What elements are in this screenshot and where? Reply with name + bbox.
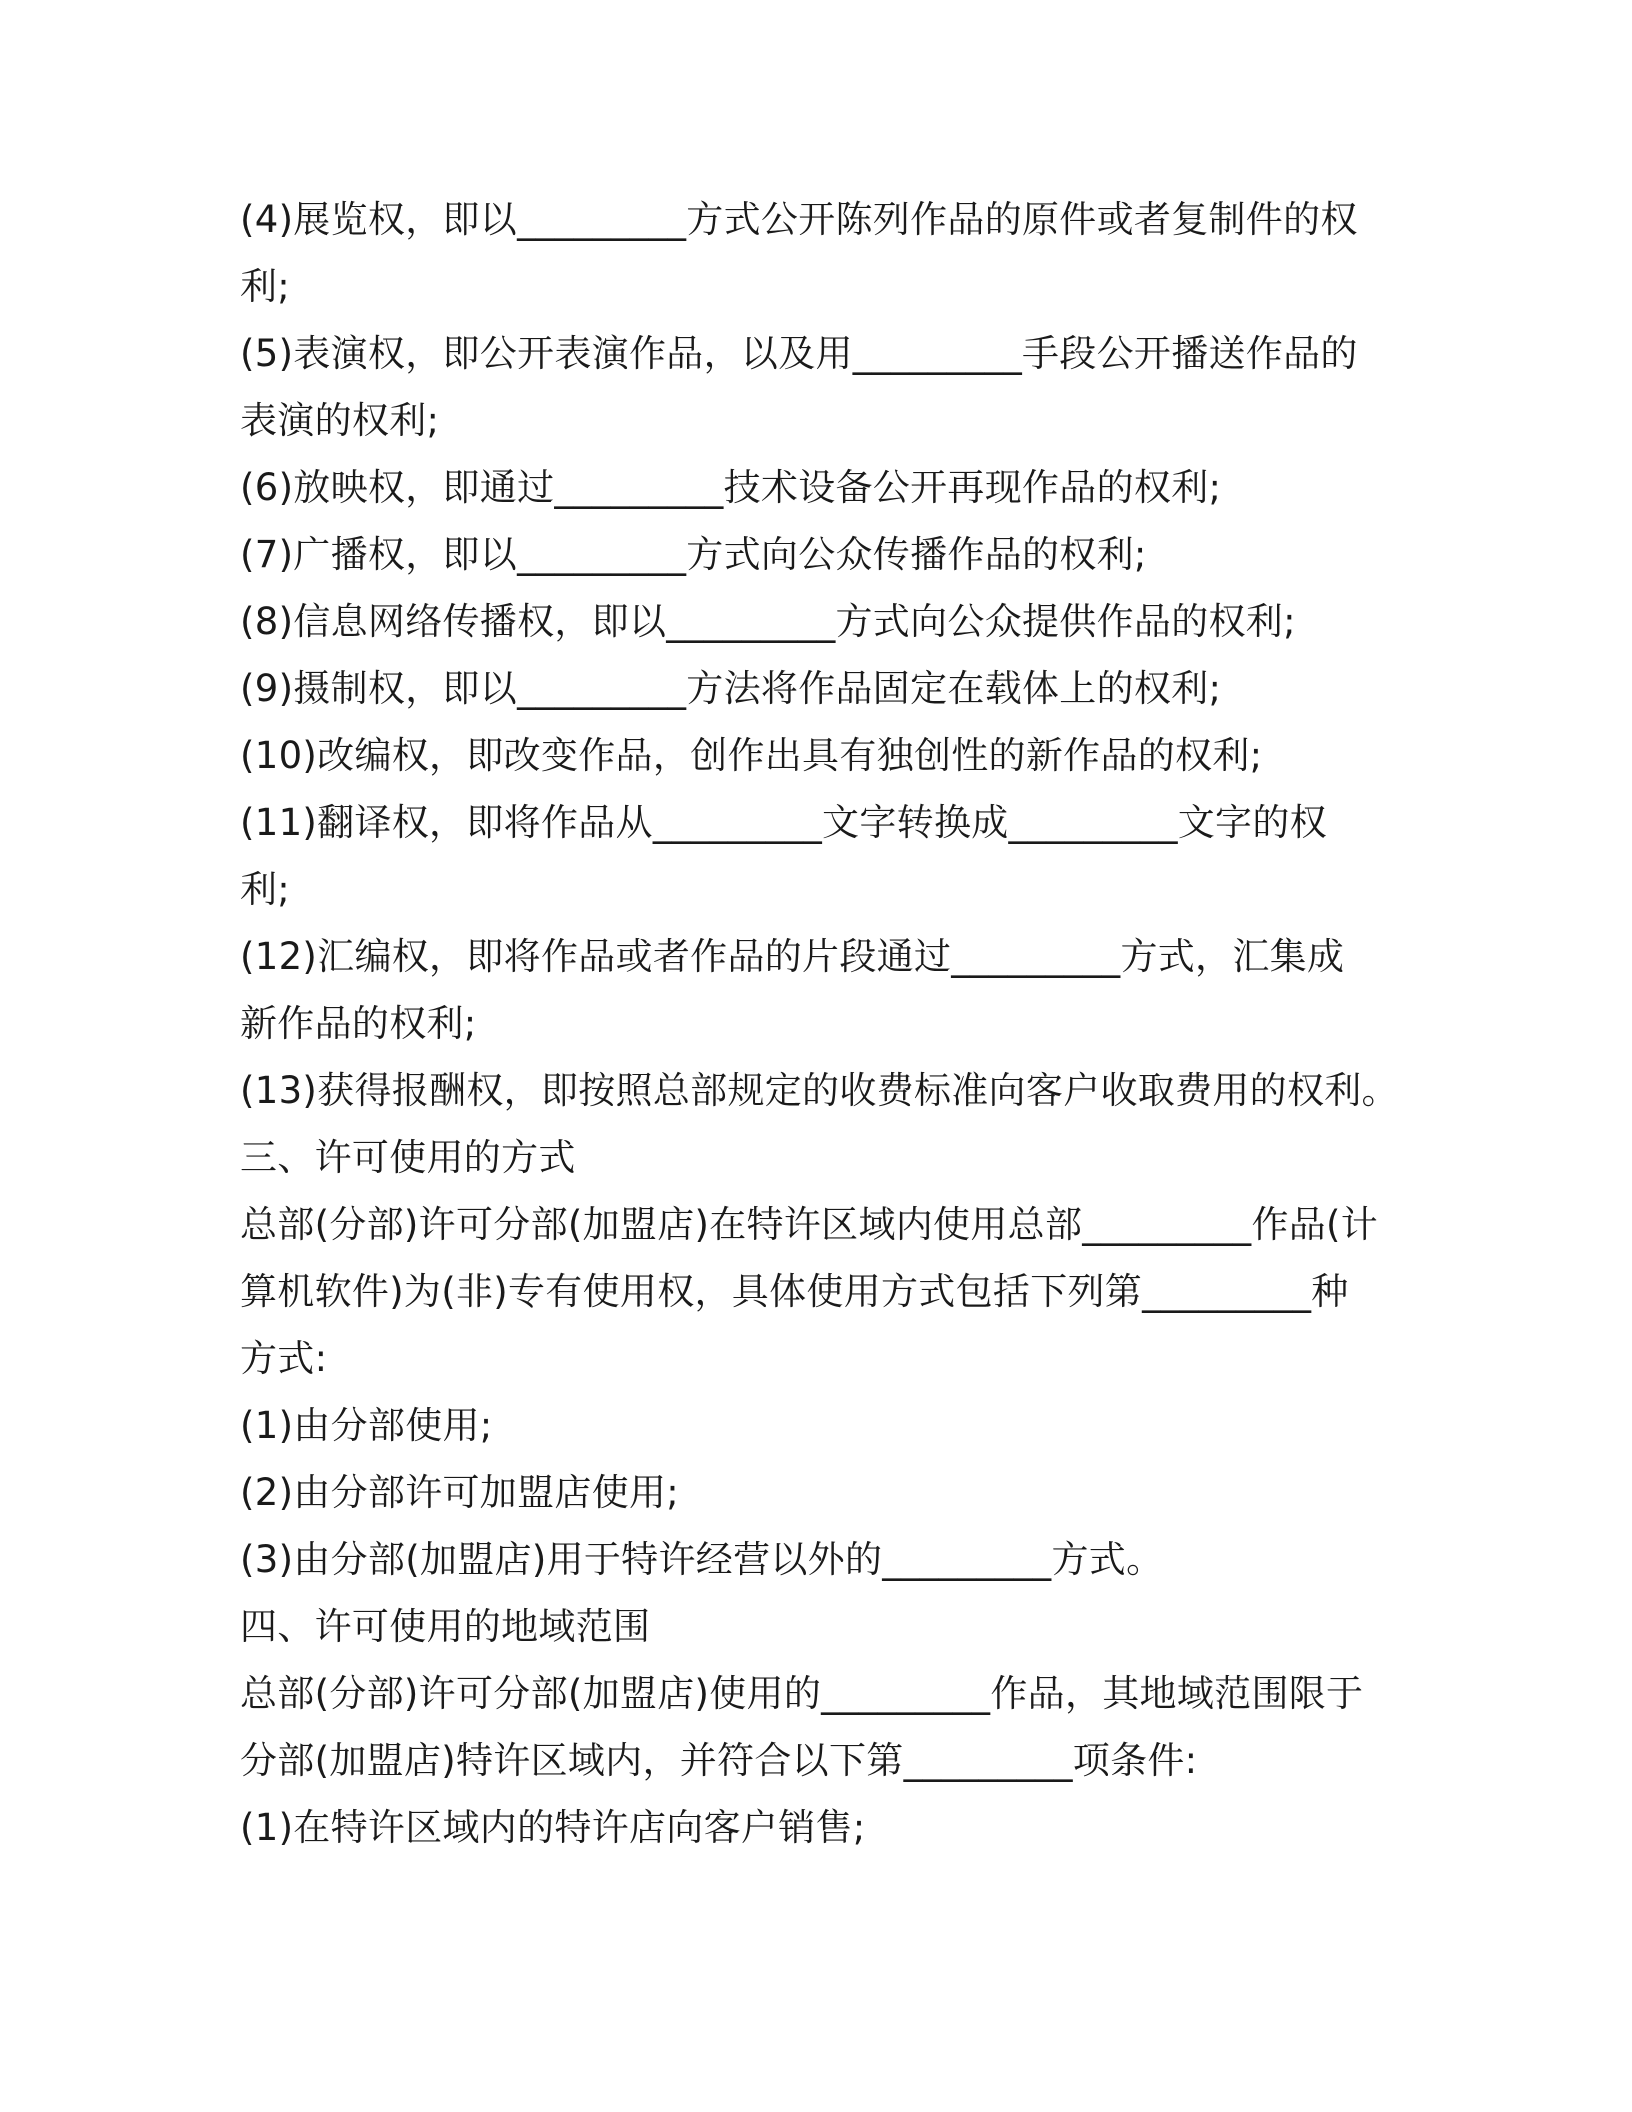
text-line: (6)放映权，即通过_________技术设备公开再现作品的权利;	[240, 466, 1222, 509]
text-line: 利;	[240, 868, 291, 911]
section-heading: 三、许可使用的方式	[240, 1136, 576, 1179]
text-line: (7)广播权，即以_________方式向公众传播作品的权利;	[240, 533, 1147, 576]
text-line: 新作品的权利;	[240, 1002, 477, 1045]
text-line: 分部(加盟店)特许区域内，并符合以下第_________项条件:	[240, 1739, 1198, 1782]
text-line: (12)汇编权，即将作品或者作品的片段通过_________方式，汇集成	[240, 935, 1345, 978]
text-line: (8)信息网络传播权，即以_________方式向公众提供作品的权利;	[240, 600, 1296, 643]
text-line: (1)由分部使用;	[240, 1404, 493, 1447]
text-line: 方式:	[240, 1337, 328, 1380]
text-line: (13)获得报酬权，即按照总部规定的收费标准向客户收取费用的权利。	[240, 1069, 1399, 1112]
text-line: 算机软件)为(非)专有使用权，具体使用方式包括下列第_________种	[240, 1270, 1349, 1313]
text-line: (1)在特许区域内的特许店向客户销售;	[240, 1806, 866, 1849]
section-heading: 四、许可使用的地域范围	[240, 1605, 651, 1648]
text-line: (5)表演权，即公开表演作品，以及用_________手段公开播送作品的	[240, 332, 1358, 375]
text-line: (11)翻译权，即将作品从_________文字转换成_________文字的权	[240, 801, 1327, 844]
text-line: 总部(分部)许可分部(加盟店)在特许区域内使用总部_________作品(计	[240, 1203, 1379, 1246]
text-line: (3)由分部(加盟店)用于特许经营以外的_________方式。	[240, 1538, 1164, 1581]
text-line: 利;	[240, 265, 291, 308]
text-line: (9)摄制权，即以_________方法将作品固定在载体上的权利;	[240, 667, 1222, 710]
text-line: (4)展览权，即以_________方式公开陈列作品的原件或者复制件的权	[240, 198, 1358, 241]
text-line: (10)改编权，即改变作品，创作出具有独创性的新作品的权利;	[240, 734, 1263, 777]
text-line: (2)由分部许可加盟店使用;	[240, 1471, 680, 1514]
text-line: 总部(分部)许可分部(加盟店)使用的_________作品，其地域范围限于	[240, 1672, 1364, 1715]
document-body	[240, 186, 1400, 1861]
text-line: 表演的权利;	[240, 399, 440, 442]
